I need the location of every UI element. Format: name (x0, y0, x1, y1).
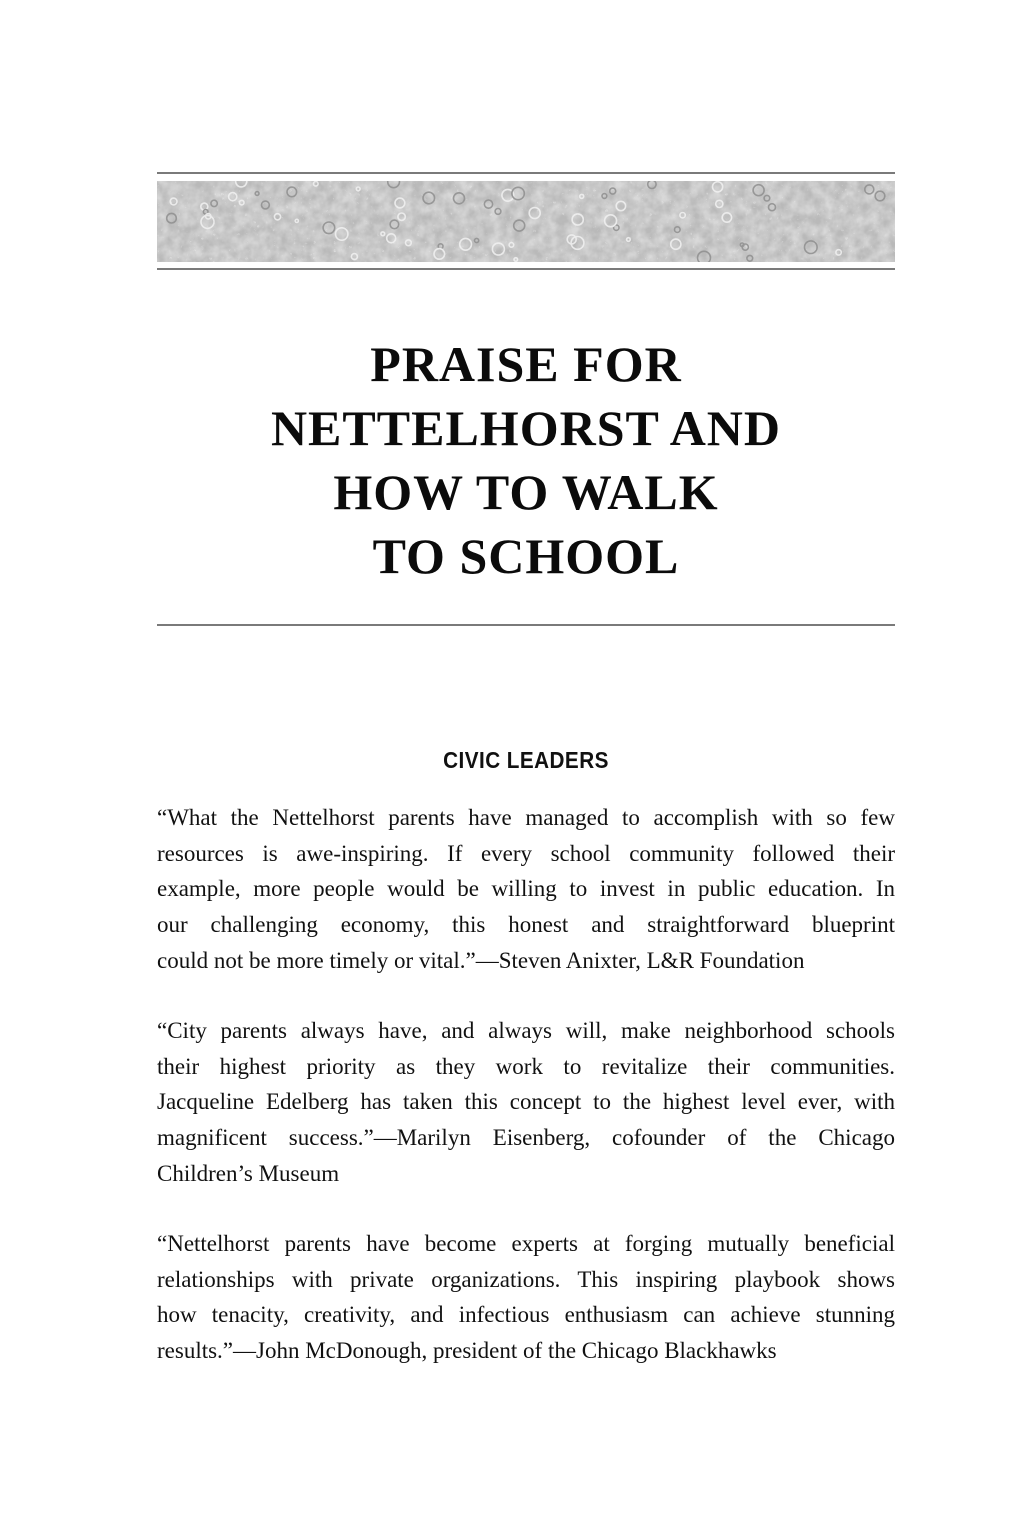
title-line: PRAISE FOR (370, 336, 682, 392)
quote-line: magnificent success.”—Marilyn Eisenberg, cofounder of the Chicago (157, 1125, 895, 1151)
title-line: HOW TO WALK (333, 464, 719, 520)
quote-line: resources is awe-inspiring. If every school community followed their (157, 840, 895, 866)
title-bottom-rule (157, 624, 895, 626)
decorative-texture-band (157, 181, 895, 262)
title-line: TO SCHOOL (372, 528, 680, 584)
quote-line: their highest priority as they work to revitalize their communities. (157, 1053, 895, 1079)
quote-line: “City parents always have, and always will, make neighborhood schools (157, 1018, 895, 1043)
testimonial-quote (157, 1013, 895, 1192)
quote-line: example, more people would be willing to invest in public education. In (157, 876, 895, 902)
section-heading: CIVIC LEADERS (443, 747, 609, 773)
quote-line: our challenging economy, this honest and straightforward blueprint (157, 912, 895, 938)
top-rule (157, 172, 895, 174)
page-title (157, 332, 895, 588)
quote-line: results.”—John McDonough, president of the Chicago Blackhawks (157, 1338, 777, 1364)
quote-line: Children’s Museum (157, 1160, 340, 1186)
title-line: NETTELHORST AND (270, 400, 782, 456)
band-bottom-rule (157, 268, 895, 270)
quote-line: how tenacity, creativity, and infectious enthusiasm can achieve stunning (157, 1302, 895, 1328)
quote-line: could not be more timely or vital.”—Steven Anixter, L&R Foundation (157, 947, 805, 973)
quote-line: relationships with private organizations. This inspiring playbook shows (157, 1266, 895, 1292)
quote-line: “Nettelhorst parents have become experts at forging mutually beneficial (157, 1231, 895, 1256)
quote-line: Jacqueline Edelberg has taken this concept to the highest level ever, with (157, 1089, 895, 1115)
testimonial-quote (157, 1226, 895, 1369)
quote-line: “What the Nettelhorst parents have managed to accomplish with so few (157, 805, 895, 830)
testimonial-quote (157, 800, 895, 979)
texture-pattern (157, 181, 895, 262)
